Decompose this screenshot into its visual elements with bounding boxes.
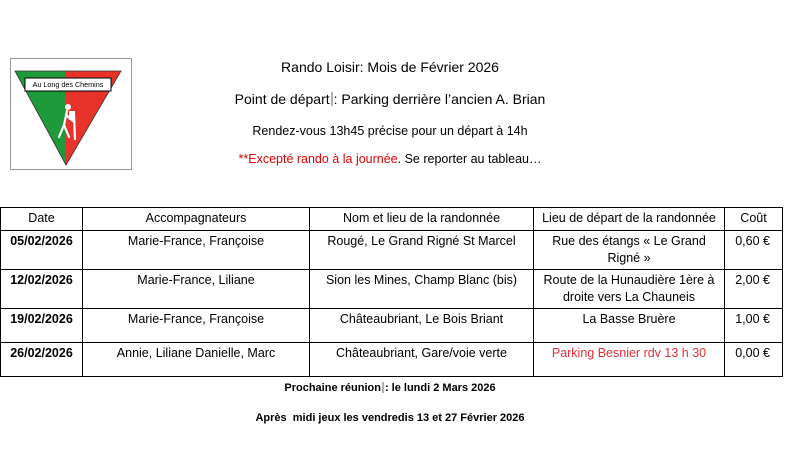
schedule-table xyxy=(0,207,783,377)
cell-guides: Marie-France, Liliane xyxy=(83,270,310,309)
exception-note xyxy=(0,152,780,166)
next-meeting-label: Prochaine réunion xyxy=(284,382,381,394)
cell-name: Rougé, Le Grand Rigné St Marcel xyxy=(310,231,534,270)
page-title: Rando Loisir: Mois de Février 2026 xyxy=(281,59,499,75)
exception-black-text: . Se reporter au tableau… xyxy=(397,152,542,166)
cell-date: 26/02/2026 xyxy=(1,343,83,377)
table-row xyxy=(1,231,783,270)
cell-guides: Marie-France, Françoise xyxy=(83,231,310,270)
header-name: Nom et lieu de la randonnée xyxy=(310,208,534,231)
table-header-row xyxy=(1,208,783,231)
meeting-time: Rendez-vous 13h45 précise pour un départ à 14h xyxy=(252,124,528,138)
cell-cost: 0,00 € xyxy=(725,343,783,377)
cell-cost: 2,00 € xyxy=(725,270,783,309)
cell-date: 05/02/2026 xyxy=(1,231,83,270)
exception-red-text: **Excepté rando à la journée xyxy=(238,152,398,166)
cell-guides: Annie, Liliane Danielle, Marc xyxy=(83,343,310,377)
logo-text: Au Long des Chemins xyxy=(32,80,104,89)
header-guides: Accompagnateurs xyxy=(83,208,310,231)
cell-date: 12/02/2026 xyxy=(1,270,83,309)
departure-label: Point de départ xyxy=(234,91,330,107)
cell-name: Sion les Mines, Champ Blanc (bis) xyxy=(310,270,534,309)
header-date: Date xyxy=(1,208,83,231)
table-row xyxy=(1,309,783,343)
next-meeting xyxy=(0,382,780,394)
cell-cost: 1,00 € xyxy=(725,309,783,343)
cell-start: Rue des étangs « Le Grand Rigné » xyxy=(534,231,725,270)
departure-value: : Parking derrière l’ancien A. Brian xyxy=(333,91,546,107)
table-row xyxy=(1,270,783,309)
cell-guides: Marie-France, Françoise xyxy=(83,309,310,343)
games-afternoon: Après midi jeux les vendredis 13 et 27 Février 2026 xyxy=(255,412,525,424)
header-cost: Coût xyxy=(725,208,783,231)
header-start: Lieu de départ de la randonnée xyxy=(534,208,725,231)
cell-start: Parking Besnier rdv 13 h 30 xyxy=(534,343,725,377)
cell-cost: 0,60 € xyxy=(725,231,783,270)
cell-start: La Basse Bruère xyxy=(534,309,725,343)
cell-start: Route de la Hunaudière 1ère à droite vers La Chauneis xyxy=(534,270,725,309)
cell-name: Châteaubriant, Le Bois Briant xyxy=(310,309,534,343)
departure-point xyxy=(0,91,780,107)
cell-date: 19/02/2026 xyxy=(1,309,83,343)
text-cursor xyxy=(382,382,384,393)
next-meeting-value: : le lundi 2 Mars 2026 xyxy=(384,382,496,394)
text-cursor xyxy=(331,92,333,106)
table-row xyxy=(1,343,783,377)
cell-name: Châteaubriant, Gare/voie verte xyxy=(310,343,534,377)
